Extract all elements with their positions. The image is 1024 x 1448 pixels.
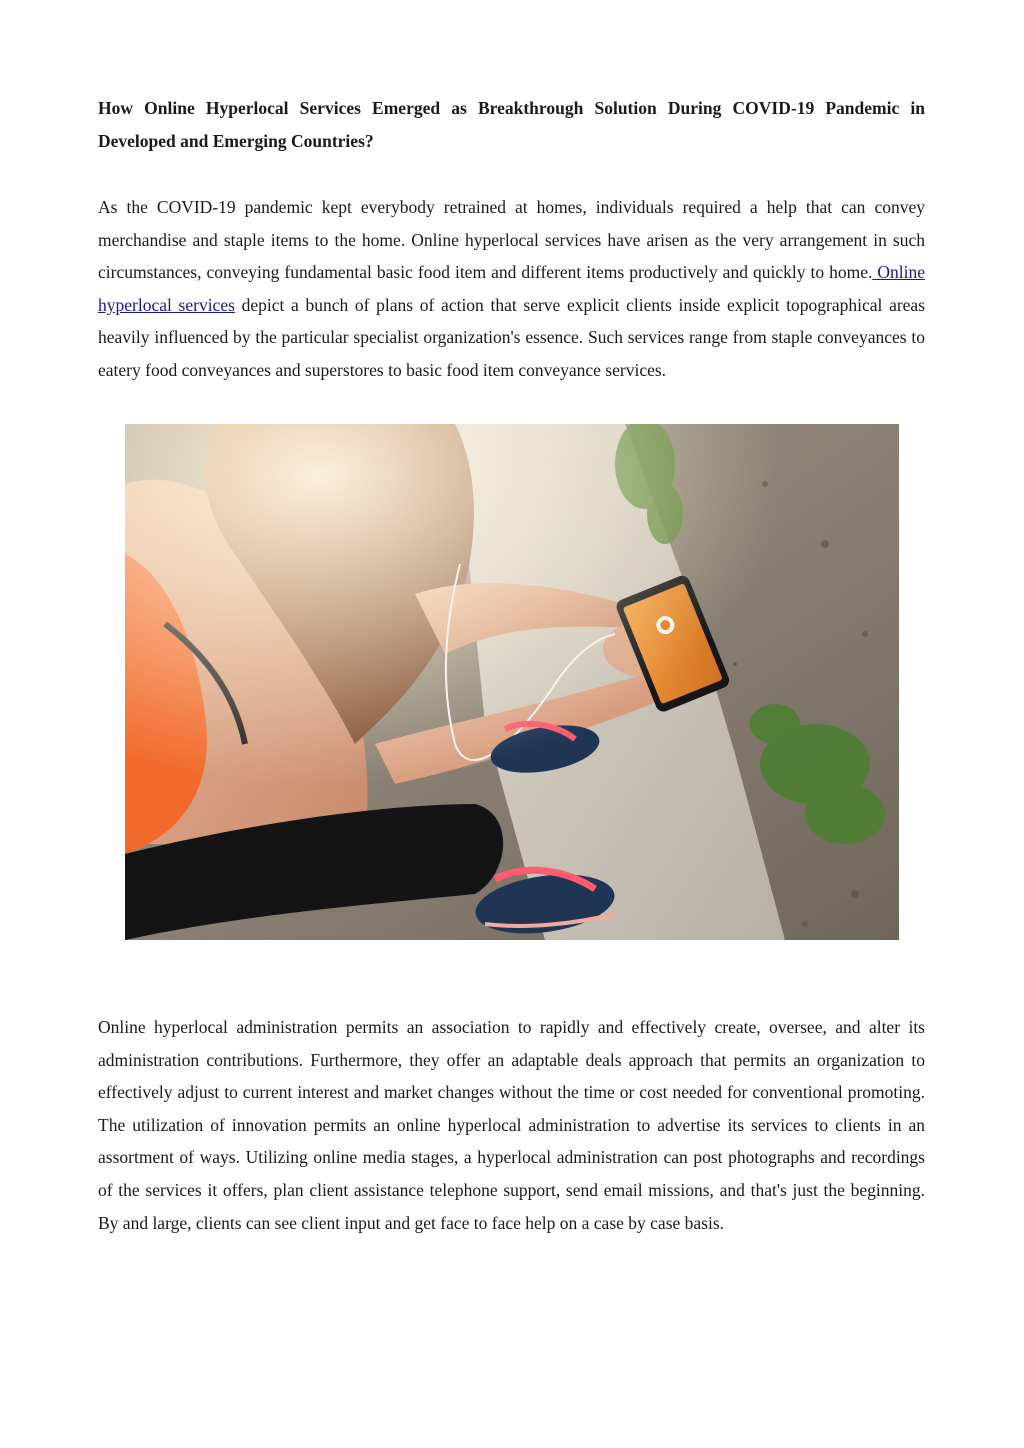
woman-using-phone-illustration — [125, 424, 899, 940]
sunlight-glow — [125, 424, 899, 940]
second-paragraph: Online hyperlocal administration permits an association to rapidly and effectively create, oversee, and alter its administration contributions. Furthermore, they offer an adaptable deals approach that permits an organization to effectively adjust to current interest and market changes without the time or cost needed for conventional promoting. The utilization of innovation permits an online hyperlocal administration to advertise its services to clients in an assortment of ways. Utilizing online media stages, a hyperlocal administration can post photographs and recordings of the services it offers, plan client assistance telephone support, send email missions, and that's just the beginning. By and large, clients can see client input and get face to face help on a case by case basis. — [98, 1017, 925, 1233]
intro-paragraph — [98, 191, 925, 387]
article-title: How Online Hyperlocal Services Emerged as Breakthrough Solution During COVID-19 Pandemic in Developed and Emerging Countries? — [98, 98, 925, 151]
online-hyperlocal-services-link[interactable]: Online hyperlocal services — [98, 262, 925, 315]
article-photo — [125, 424, 899, 940]
intro-text-after-link: depict a bunch of plans of action that serve explicit clients inside explicit topographical areas heavily influenced by the particular specialist organization's essence. Such services range from staple conveyances to eatery food conveyances and superstores to basic food item conveyance services. — [98, 294, 926, 380]
intro-text-before-link: As the COVID-19 pandemic kept everybody retrained at homes, individuals required a help that can convey merchandise and staple items to the home. Online hyperlocal services have arisen as the very arrangement in such circumstances, conveying fundamental basic food item and different items productively and quickly to home. — [98, 197, 925, 283]
document-page — [98, 92, 925, 387]
